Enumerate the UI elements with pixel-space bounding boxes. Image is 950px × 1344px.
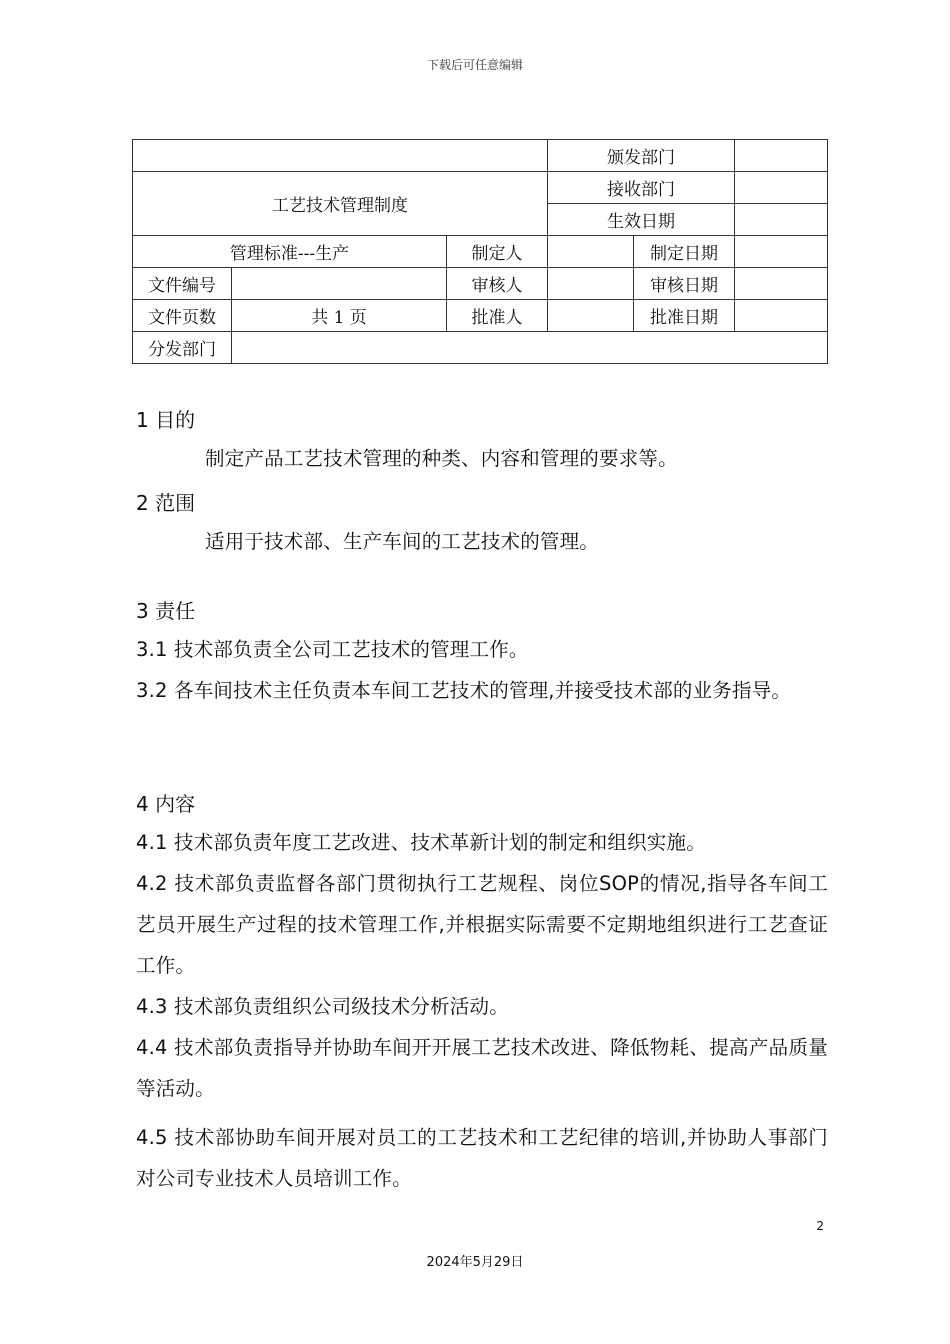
issue-dept-label: 颁发部门 [548, 140, 735, 172]
footer-date: 2024年5月29日 [426, 1255, 524, 1270]
section-4-title: 4 内容 [136, 792, 196, 816]
document-info-table [132, 139, 828, 364]
section-2-title: 2 范围 [136, 491, 196, 515]
approve-date-label: 批准日期 [634, 300, 735, 332]
make-date-value [735, 236, 828, 268]
section-1-title: 1 目的 [136, 408, 196, 432]
review-date-value [735, 268, 828, 300]
reviewer-label: 审核人 [447, 268, 548, 300]
effective-date-label: 生效日期 [548, 204, 735, 236]
file-no-label: 文件编号 [133, 268, 232, 300]
section-3-1: 3.1 技术部负责全公司工艺技术的管理工作。 [136, 638, 529, 661]
approve-date-value [735, 300, 828, 332]
effective-date-value [735, 204, 828, 236]
table-blank-top [133, 140, 548, 172]
management-standard: 管理标准---生产 [133, 236, 447, 268]
approver-label: 批准人 [447, 300, 548, 332]
receive-dept-value [735, 172, 828, 204]
review-date-label: 审核日期 [634, 268, 735, 300]
section-3-title: 3 责任 [136, 599, 196, 623]
section-3-2: 3.2 各车间技术主任负责本车间工艺技术的管理,并接受技术部的业务指导。 [136, 679, 792, 702]
receive-dept-label: 接收部门 [548, 172, 735, 204]
header-note: 下载后可任意编辑 [426, 58, 523, 72]
section-4-3: 4.3 技术部负责组织公司级技术分析活动。 [136, 995, 509, 1018]
section-1-text: 制定产品工艺技术管理的种类、内容和管理的要求等。 [205, 447, 678, 470]
section-2-text: 适用于技术部、生产车间的工艺技术的管理。 [205, 530, 600, 553]
maker-label: 制定人 [447, 236, 548, 268]
pages-value: 共 1 页 [232, 300, 447, 332]
distribute-value [232, 332, 828, 364]
section-4-5: 4.5 技术部协助车间开展对员工的工艺技术和工艺纪律的培训,并协助人事部门对公司专业技术人员培训工作。 [136, 1126, 828, 1190]
issue-dept-value [735, 140, 828, 172]
distribute-label: 分发部门 [133, 332, 232, 364]
approver-value [548, 300, 634, 332]
page-number: 2 [816, 1219, 824, 1233]
section-4-2: 4.2 技术部负责监督各部门贯彻执行工艺规程、岗位SOP的情况,指导各车间工艺员开展生产过程的技术管理工作,并根据实际需要不定期地组织进行工艺查证工作。 [136, 872, 828, 977]
document-title: 工艺技术管理制度 [133, 172, 548, 236]
section-4-1: 4.1 技术部负责年度工艺改进、技术革新计划的制定和组织实施。 [136, 831, 706, 854]
make-date-label: 制定日期 [634, 236, 735, 268]
reviewer-value [548, 268, 634, 300]
pages-label: 文件页数 [133, 300, 232, 332]
maker-value [548, 236, 634, 268]
section-4-4: 4.4 技术部负责指导并协助车间开开展工艺技术改进、降低物耗、提高产品质量等活动。 [136, 1036, 828, 1100]
file-no-value [232, 268, 447, 300]
